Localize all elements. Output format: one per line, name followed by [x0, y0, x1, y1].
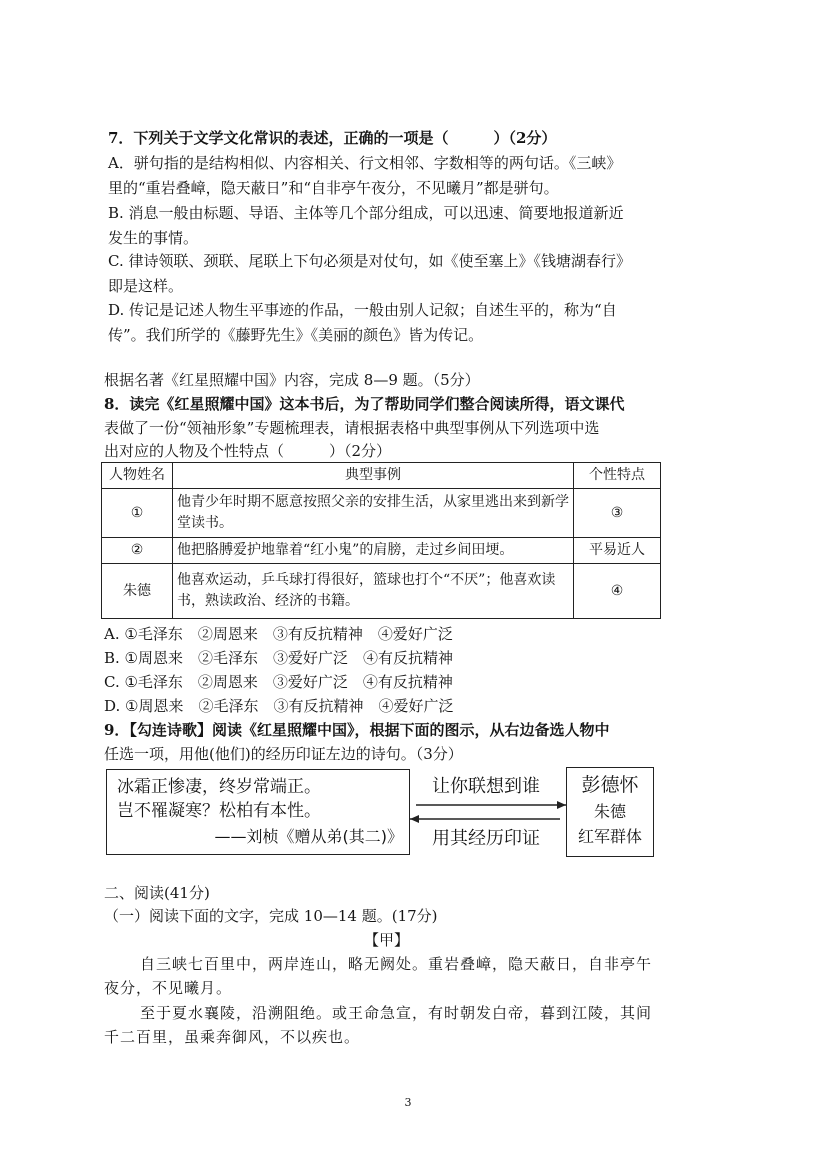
- q7-option-b-line1: B. 消息一般由标题、导语、主体等几个部分组成，可以迅速、简要地报道新近: [108, 204, 624, 222]
- row2-name: ②: [102, 538, 173, 564]
- passage-jia-label: 【甲】: [364, 931, 410, 949]
- poem-line2: 岂不罹凝寒？松柏有本性。: [117, 801, 321, 821]
- q7-option-b-line2: 发生的事情。: [108, 229, 199, 247]
- passage-p1-line2: 夜分，不见曦月。: [104, 979, 233, 997]
- passage-p2-line2: 千二百里，虽乘奔御风，不以疾也。: [104, 1028, 361, 1046]
- q9-stem-line1: 9．【勾连诗歌】阅读《红星照耀中国》，根据下面的图示，从右边备选人物中: [104, 721, 610, 739]
- header-name: 人物姓名: [102, 463, 173, 489]
- q8-option-d: D. ①周恩来 ②毛泽东 ③有反抗精神 ④爱好广泛: [104, 697, 454, 715]
- arrow-right-head: [557, 801, 566, 809]
- person-3: 红军群体: [577, 827, 642, 846]
- person-2: 朱德: [593, 802, 626, 821]
- q8-stem-line1: 8．读完《红星照耀中国》这本书后，为了帮助同学们整合阅读所得，语文课代: [104, 395, 625, 413]
- q7-option-a-line1: A．骈句指的是结构相似、内容相关、行文相邻、字数相等的两句话。《三峡》: [108, 154, 622, 172]
- q8-option-b: B. ①周恩来 ②毛泽东 ③爱好广泛 ④有反抗精神: [104, 649, 454, 667]
- table-row: [102, 489, 661, 538]
- person-1: 彭德怀: [581, 774, 639, 796]
- table-header-row: [102, 463, 661, 489]
- q8-option-a: A. ①毛泽东 ②周恩来 ③有反抗精神 ④爱好广泛: [104, 625, 453, 643]
- q8-stem-line2: 表做了一份“领袖形象”专题梳理表，请根据表格中典型事例从下列选项中选: [104, 419, 600, 437]
- q8-option-c: C. ①毛泽东 ②周恩来 ③爱好广泛 ④有反抗精神: [104, 673, 453, 691]
- q7-option-c-line2: 即是这样。: [108, 277, 184, 295]
- row1-event: 他青少年时期不愿意按照父亲的安排生活，从家里逃出来到新学堂读书。: [173, 489, 574, 538]
- row2-trait: 平易近人: [574, 538, 661, 564]
- section2-title: 二、阅读(41分): [104, 884, 210, 902]
- q7-option-a-line2: 里的“重岩叠嶂，隐天蔽日”和“自非亭午夜分，不见曦月”都是骈句。: [108, 179, 559, 197]
- arrow-label-top: 让你联想到谁: [432, 776, 540, 797]
- row2-event: 他把胳膊爱护地靠着“红小鬼”的肩膀，走过乡间田埂。: [173, 538, 574, 564]
- poem-box: [106, 769, 410, 855]
- passage-p2-line1: 至于夏水襄陵，沿溯阻绝。或王命急宣，有时朝发白帝，暮到江陵，其间: [140, 1004, 653, 1022]
- q9-stem-line2: 任选一项，用他(他们)的经历印证左边的诗句。（3分）: [104, 745, 463, 763]
- q8-intro: 根据名著《红星照耀中国》内容，完成 8—9 题。（5分）: [104, 371, 480, 389]
- poem-line1: 冰霜正惨凄，终岁常端正。: [117, 777, 321, 797]
- q7-option-c-line1: C. 律诗领联、颈联、尾联上下句必须是对仗句，如《使至塞上》《钱塘湖春行》: [108, 252, 631, 270]
- row1-trait: ③: [574, 489, 661, 538]
- section2-subtitle: （一）阅读下面的文字，完成 10—14 题。(17分): [104, 907, 438, 925]
- page-number: 3: [404, 1096, 412, 1109]
- leader-image-table: [101, 462, 661, 619]
- passage-p1-line1: 自三峡七百里中，两岸连山，略无阙处。重岩叠嶂，隐天蔽日，自非亭午: [140, 955, 653, 973]
- q7-option-d-line2: 传”。我们所学的《藤野先生》《美丽的颜色》皆为传记。: [108, 326, 484, 344]
- header-event: 典型事例: [173, 463, 574, 489]
- arrow-left-head: [410, 815, 419, 823]
- arrow-diagram: [408, 800, 568, 824]
- q7-option-d-line1: D. 传记是记述人物生平事迹的作品，一般由别人记叙；自述生平的，称为“自: [108, 301, 617, 319]
- table-row: [102, 564, 661, 619]
- row3-trait: ④: [574, 564, 661, 619]
- q7-stem: 7．下列关于文学文化常识的表述，正确的一项是（ ）（2分）: [108, 129, 557, 147]
- header-trait: 个性特点: [574, 463, 661, 489]
- row3-name: 朱德: [102, 564, 173, 619]
- arrow-label-bottom: 用其经历印证: [432, 828, 540, 849]
- row1-name: ①: [102, 489, 173, 538]
- people-box: [566, 767, 654, 857]
- q8-stem-line3: 出对应的人物及个性特点（ ）（2分）: [104, 442, 392, 460]
- poem-source: ——刘桢《赠从弟(其二)》: [214, 827, 403, 846]
- table-row: [102, 538, 661, 564]
- row3-event: 他喜欢运动，乒乓球打得很好，篮球也打个“不厌”；他喜欢读书，熟读政治、经济的书籍。: [173, 564, 574, 619]
